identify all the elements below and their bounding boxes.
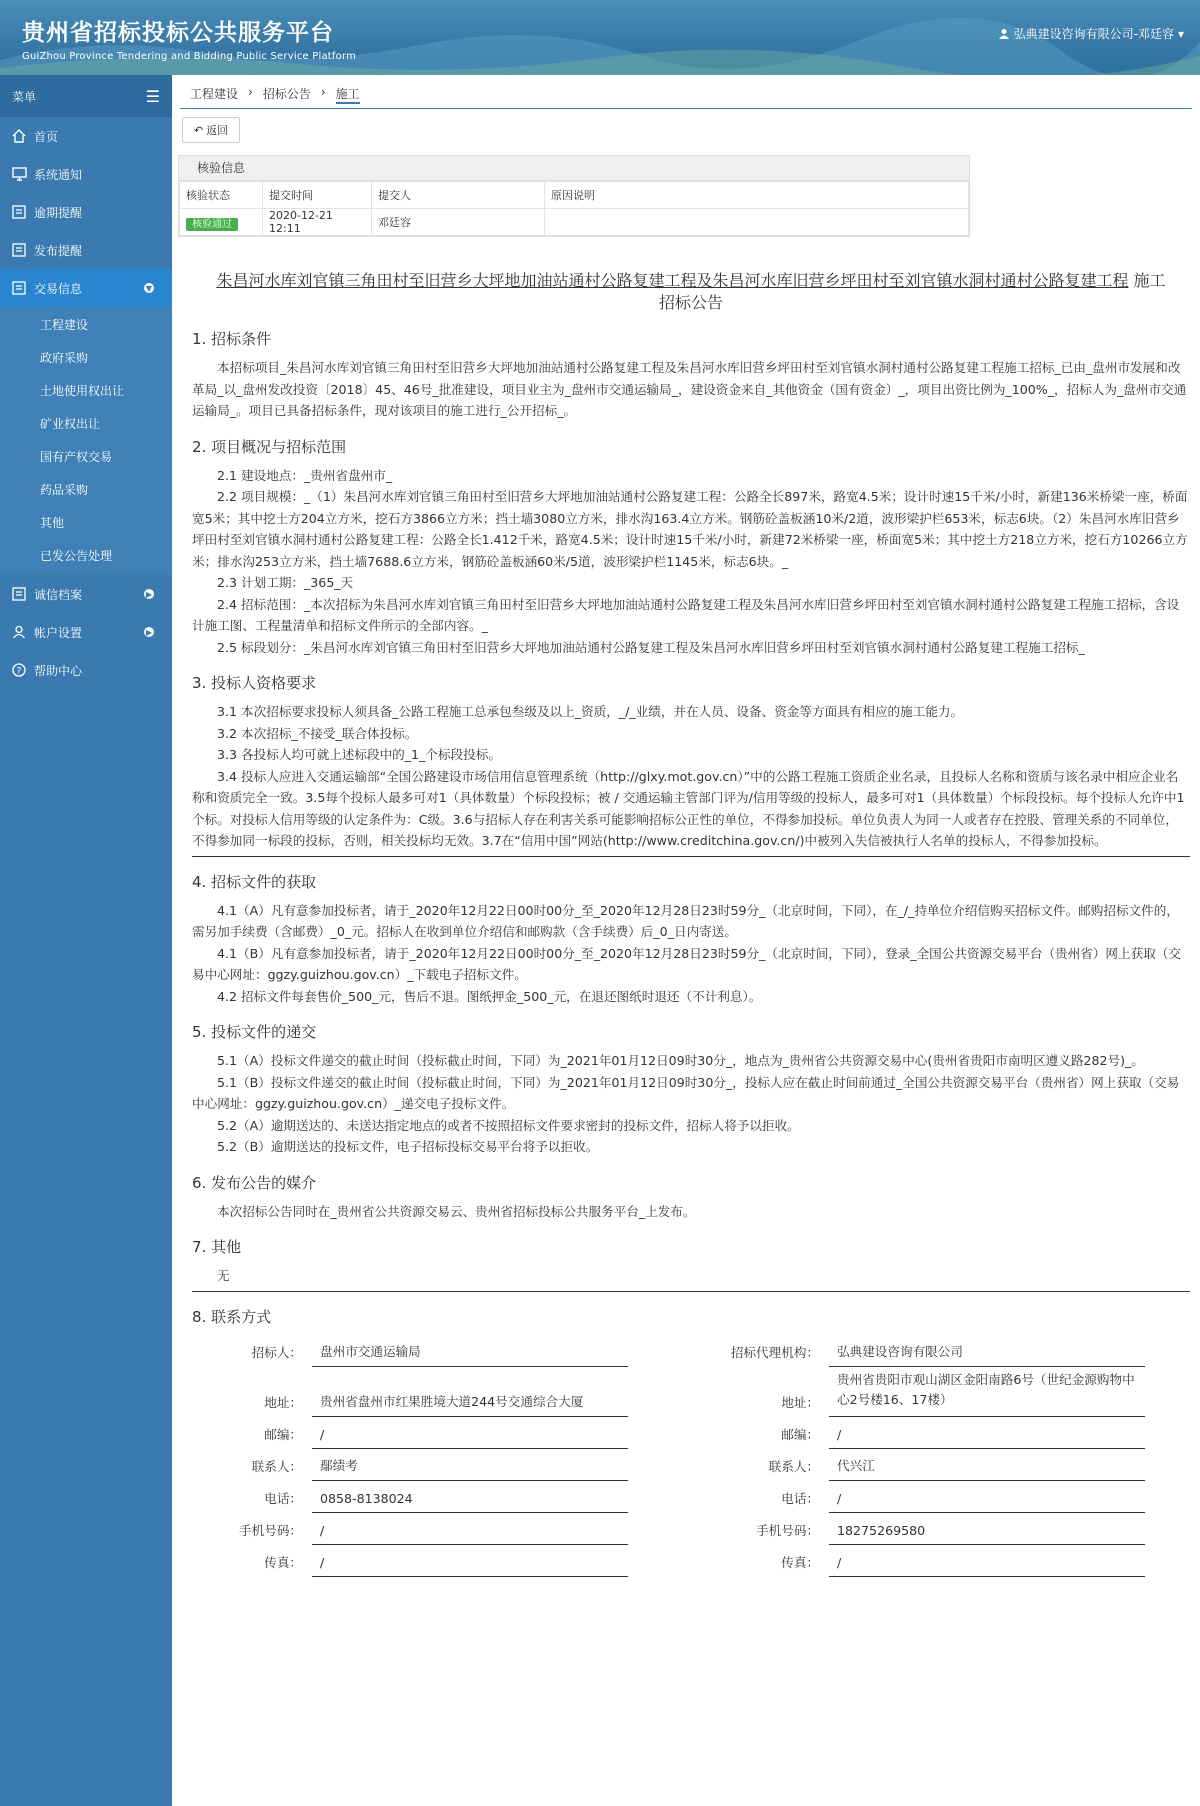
user-name: 弘典建设咨询有限公司-邓廷容 xyxy=(1013,27,1174,41)
trade-submenu xyxy=(0,307,172,575)
subnav-item[interactable]: 工程建设 xyxy=(40,318,89,332)
section-heading: 5. 投标文件的递交 xyxy=(192,1023,317,1041)
contact-label: 手机号码： xyxy=(756,1522,819,1538)
back-arrow-icon: ↶ xyxy=(193,123,204,137)
nav-label: 系统通知 xyxy=(34,167,83,182)
document-title xyxy=(192,270,1190,314)
divider xyxy=(192,856,1190,857)
contact-value: / xyxy=(312,1555,628,1577)
section-text: 4.1（B）凡有意参加投标者，请于_2020年12月22日00时00分_至_2020年12月28日23时59分_（北京时间，下同），登录_全国公共资源交易平台（贵州省）网上获取（交易中心网址：ggzy.guizhou.gov.cn）_下载电子招标文件。 xyxy=(192,945,1181,982)
contact-label: 招标人： xyxy=(251,1344,302,1360)
contact-value: 18275269580 xyxy=(829,1523,1145,1545)
caret-down-icon: ▾ xyxy=(1177,26,1184,41)
nav-label: 首页 xyxy=(34,129,59,144)
divider xyxy=(192,1291,1190,1292)
time-cell: 2020-12-21 12:11 xyxy=(263,209,372,236)
nav-label: 诚信档案 xyxy=(34,587,83,602)
nav-overdue-reminder[interactable] xyxy=(0,193,172,231)
breadcrumb-item[interactable]: 工程建设 xyxy=(190,87,239,101)
subnav-item[interactable]: 国有产权交易 xyxy=(40,450,113,464)
contact-label: 邮编： xyxy=(264,1426,302,1442)
nav-label: 帐户设置 xyxy=(34,625,83,640)
hamburger-icon[interactable]: ☰ xyxy=(145,86,160,106)
menu-label: 菜单 xyxy=(12,89,37,104)
section-heading: 8. 联系方式 xyxy=(192,1307,272,1326)
back-button[interactable] xyxy=(182,117,240,143)
section-text: 5.2（A）逾期送达的、未送达指定地点的或者不按照招标文件要求密封的投标文件，招标人将予以拒收。 xyxy=(217,1117,800,1133)
contact-value: / xyxy=(829,1555,1145,1577)
contact-value: 贵州省贵阳市观山湖区金阳南路6号（世纪金源购物中心2号楼16、17楼） xyxy=(829,1370,1145,1417)
section-text: 4.2 招标文件每套售价_500_元，售后不退。图纸押金_500_元，在退还图纸时退还（不计利息）。 xyxy=(217,988,762,1004)
contact-label: 手机号码： xyxy=(239,1522,302,1538)
nav-help-center[interactable] xyxy=(0,651,172,689)
contact-value: / xyxy=(312,1427,628,1449)
nav-label: 交易信息 xyxy=(34,281,83,296)
nav-trade-info[interactable] xyxy=(0,269,172,307)
chevron-right-icon: › xyxy=(248,85,253,99)
contact-grid xyxy=(192,1335,1190,1577)
section-text: 5.1（B）投标文件递交的截止时间（投标截止时间，下同）为_2021年01月12日09时30分_，投标人应在截止时间前通过_全国公共资源交易平台（贵州省）网上获取（交易中心网址：ggzy.guizhou.gov.cn）_递交电子投标文件。 xyxy=(192,1074,1180,1111)
column-header: 提交人 xyxy=(372,182,545,209)
sidebar xyxy=(0,75,172,1806)
monitor-icon xyxy=(12,167,34,181)
status-badge: 核验通过 xyxy=(186,218,238,231)
section-heading: 4. 招标文件的获取 xyxy=(192,872,317,891)
contact-value: 贵州省盘州市红果胜境大道244号交通综合大厦 xyxy=(312,1391,628,1417)
agency-contact xyxy=(709,1335,1190,1577)
contact-label: 电话： xyxy=(781,1490,819,1506)
verify-table xyxy=(179,181,969,236)
nav-label: 逾期提醒 xyxy=(34,205,83,220)
subnav-item[interactable]: 政府采购 xyxy=(40,351,89,365)
reason-cell xyxy=(545,209,969,236)
section-heading: 1. 招标条件 xyxy=(192,330,272,348)
section-text: 2.4 招标范围：_本次招标为朱昌河水库刘官镇三角田村至旧营乡大坪地加油站通村公路复建工程及朱昌河水库旧营乡坪田村至刘官镇水洞村通村公路复建工程施工招标，含设计施工图、工程量清单和招标文件所示的全部内容。_ xyxy=(192,596,1180,633)
menu-header xyxy=(0,75,172,117)
contact-label: 邮编： xyxy=(781,1426,819,1442)
section-heading: 2. 项目概况与招标范围 xyxy=(192,437,347,456)
user-menu[interactable] xyxy=(998,25,1184,42)
breadcrumb xyxy=(190,85,360,104)
subnav-item[interactable]: 矿业权出让 xyxy=(40,417,101,431)
section-text: 3.2 本次招标_不接受_联合体投标。 xyxy=(217,725,418,741)
column-header: 核验状态 xyxy=(180,182,263,209)
help-icon xyxy=(12,663,34,677)
nav-publish-reminder[interactable] xyxy=(0,231,172,269)
section-text: 3.4 投标人应进入交通运输部“全国公路建设市场信用信息管理系统（http://glxy.mot.gov.cn）”中的公路工程施工资质企业名录，且投标人名称和资质与该名录中相应企业名称和资质完全一致。3.5每个投标人最多可对1（具体数量）个标段投标；被 / 交通运输主管部门评为/信用等级的投标人，最多可对1（具体数量）个标段投标。每个投标人允许中1个标。对投标人信用等级的认定条件为：C级。3.6与招标人存在利害关系可能影响招标公正性的单位，不得参加投标。单位负责人为同一人或者存在控股、管理关系的不同单位，不得参加同一标段的投标，否则，相关投标均无效。3.7在“信用中国”网站(http://www.creditchina.gov.cn/)中被列入失信被执行人名单的投标人，不得参加投标。 xyxy=(192,768,1185,848)
contact-value: 0858-8138024 xyxy=(312,1491,628,1513)
user-icon xyxy=(12,625,34,639)
list-icon xyxy=(12,281,34,295)
title-suffix: 施工 xyxy=(1133,271,1166,290)
submitter-cell: 邓廷容 xyxy=(372,209,545,236)
chevron-right-icon: › xyxy=(320,85,326,99)
nav-system-notice[interactable] xyxy=(0,155,172,193)
contact-value: / xyxy=(312,1523,628,1545)
user-icon xyxy=(998,28,1010,40)
contact-label: 传真： xyxy=(781,1554,819,1570)
tenderer-contact xyxy=(192,1335,673,1577)
verify-header-row xyxy=(180,182,969,209)
column-header: 提交时间 xyxy=(263,182,372,209)
title-line2: 招标公告 xyxy=(658,293,723,312)
breadcrumb-divider xyxy=(180,108,1192,109)
project-name: 朱昌河水库刘官镇三角田村至旧营乡大坪地加油站通村公路复建工程及朱昌河水库旧营乡坪田村至刘官镇水洞村通村公路复建工程 xyxy=(216,271,1129,290)
status-cell xyxy=(180,209,263,236)
contact-label: 联系人： xyxy=(251,1458,302,1474)
site-subtitle: GuiZhou Province Tendering and Bidding Public Service Platform xyxy=(22,51,357,62)
contact-label: 地址： xyxy=(264,1394,302,1410)
breadcrumb-item[interactable]: 招标公告 xyxy=(262,87,311,101)
site-title: 贵州省招标投标公共服务平台 xyxy=(22,20,334,46)
section-text: 2.3 计划工期：_365_天 xyxy=(217,575,354,590)
contact-label: 联系人： xyxy=(768,1458,819,1474)
subnav-item[interactable]: 其他 xyxy=(40,516,65,530)
subnav-item[interactable]: 土地使用权出让 xyxy=(40,384,125,398)
nav-home[interactable] xyxy=(0,117,172,155)
contact-label: 地址： xyxy=(781,1394,819,1410)
section-heading: 3. 投标人资格要求 xyxy=(192,674,317,692)
section-text: 3.1 本次招标要求投标人须具备_公路工程施工总承包叁级及以上_资质，_/_业绩，并在人员、设备、资金等方面具有相应的施工能力。 xyxy=(217,704,964,719)
contact-value: / xyxy=(829,1427,1145,1449)
section-text: 本招标项目_朱昌河水库刘官镇三角田村至旧营乡大坪地加油站通村公路复建工程及朱昌河水库旧营乡坪田村至刘官镇水洞村通村公路复建工程施工招标_已由_盘州市发展和改革局_以_盘州发改投资〔2018〕45、46号_批准建设，项目业主为_盘州市交通运输局_，建设资金来自_其他资金（国有资金）_，项目出资比例为_100%_，招标人为_盘州市交通运输局_。项目已具备招标条件，现对该项目的施工进行_公开招标_。 xyxy=(192,360,1187,418)
contact-value: 鄢绩考 xyxy=(312,1455,628,1481)
list-icon xyxy=(12,587,34,601)
nav-label: 帮助中心 xyxy=(34,663,83,678)
section-text: 4.1（A）凡有意参加投标者，请于_2020年12月22日00时00分_至_2020年12月28日23时59分_（北京时间，下同），在_/_持单位介绍信购买招标文件。邮购招标文件的，需另加手续费（含邮费）_0_元。招标人在收到单位介绍信和邮购款（含手续费）后_0_日内寄送。 xyxy=(192,902,1179,939)
contact-label: 电话： xyxy=(264,1490,302,1506)
contact-value: 盘州市交通运输局 xyxy=(312,1341,628,1367)
section-text: 无 xyxy=(217,1268,230,1283)
nav-label: 发布提醒 xyxy=(34,243,83,258)
breadcrumb-current: 施工 xyxy=(336,85,360,104)
announcement-document xyxy=(192,270,1190,1577)
home-icon xyxy=(12,129,34,143)
column-header: 原因说明 xyxy=(545,182,969,209)
contact-value: / xyxy=(829,1491,1145,1513)
contact-label: 传真： xyxy=(264,1554,302,1570)
chevron-right-icon: ▶ xyxy=(145,589,153,599)
section-heading: 6. 发布公告的媒介 xyxy=(192,1173,317,1192)
svg-text:?: ? xyxy=(16,666,22,677)
section-text: 3.3 各投标人均可就上述标段中的_1_个标段投标。 xyxy=(217,747,501,762)
nav-credit-archive[interactable] xyxy=(0,575,172,613)
top-header xyxy=(0,0,1200,75)
table-row xyxy=(180,209,969,236)
subnav-item[interactable]: 药品采购 xyxy=(40,483,89,497)
list-icon xyxy=(12,205,34,219)
section-text: 5.2（B）逾期送达的投标文件，电子招标投标交易平台将予以拒收。 xyxy=(217,1139,599,1154)
section-heading: 7. 其他 xyxy=(192,1238,242,1256)
contact-value: 弘典建设咨询有限公司 xyxy=(829,1341,1145,1367)
back-label: 返回 xyxy=(206,124,229,137)
section-text: 5.1（A）投标文件递交的截止时间（投标截止时间，下同）为_2021年01月12日09时30分_，地点为_贵州省公共资源交易中心(贵州省贵阳市南明区遵义路282号)_。 xyxy=(217,1053,1144,1068)
section-text: 本次招标公告同时在_贵州省公共资源交易云、贵州省招标投标公共服务平台_上发布。 xyxy=(217,1203,696,1219)
contact-label: 招标代理机构： xyxy=(730,1344,819,1360)
main-content xyxy=(172,75,1200,1806)
subnav-item[interactable]: 已发公告处理 xyxy=(40,549,113,563)
chevron-down-icon: ▼ xyxy=(145,283,153,293)
section-text: 2.2 项目规模：_（1）朱昌河水库刘官镇三角田村至旧营乡大坪地加油站通村公路复建工程：公路全长897米，路宽4.5米；设计时速15千米/小时，新建136米桥梁一座，桥面宽5米；其中挖土方204立方米，挖石方3866立方米；挡土墙3080立方米，排水沟163.4立方米。钢筋砼盖板涵10米/2道，波形梁护栏653米，标志6块。（2）朱昌河水库旧营乡坪田村至刘官镇水洞村通村公路复建工程：公路全长1.412千米，路宽4.5米；设计时速15千米/小时，新建72米桥梁一座，桥面宽5米；其中挖土方218立方米，挖石方10266立方米；排水沟253立方米，挡土墙7688.6立方米，钢筋砼盖板涵60米/5道，波形梁护栏1145米，标志6块。_ xyxy=(192,489,1188,569)
section-text: 2.5 标段划分：_朱昌河水库刘官镇三角田村至旧营乡大坪地加油站通村公路复建工程及朱昌河水库旧营乡坪田村至刘官镇水洞村通村公路复建工程施工招标_ xyxy=(217,639,1085,655)
list-icon xyxy=(12,243,34,257)
chevron-right-icon: ▶ xyxy=(145,627,153,637)
section-text: 2.1 建设地点：_贵州省盘州市_ xyxy=(217,467,393,483)
verify-title: 核验信息 xyxy=(179,156,969,181)
contact-value: 代兴江 xyxy=(829,1455,1145,1481)
nav-account-settings[interactable] xyxy=(0,613,172,651)
verify-panel xyxy=(178,155,970,237)
brand xyxy=(22,14,356,62)
